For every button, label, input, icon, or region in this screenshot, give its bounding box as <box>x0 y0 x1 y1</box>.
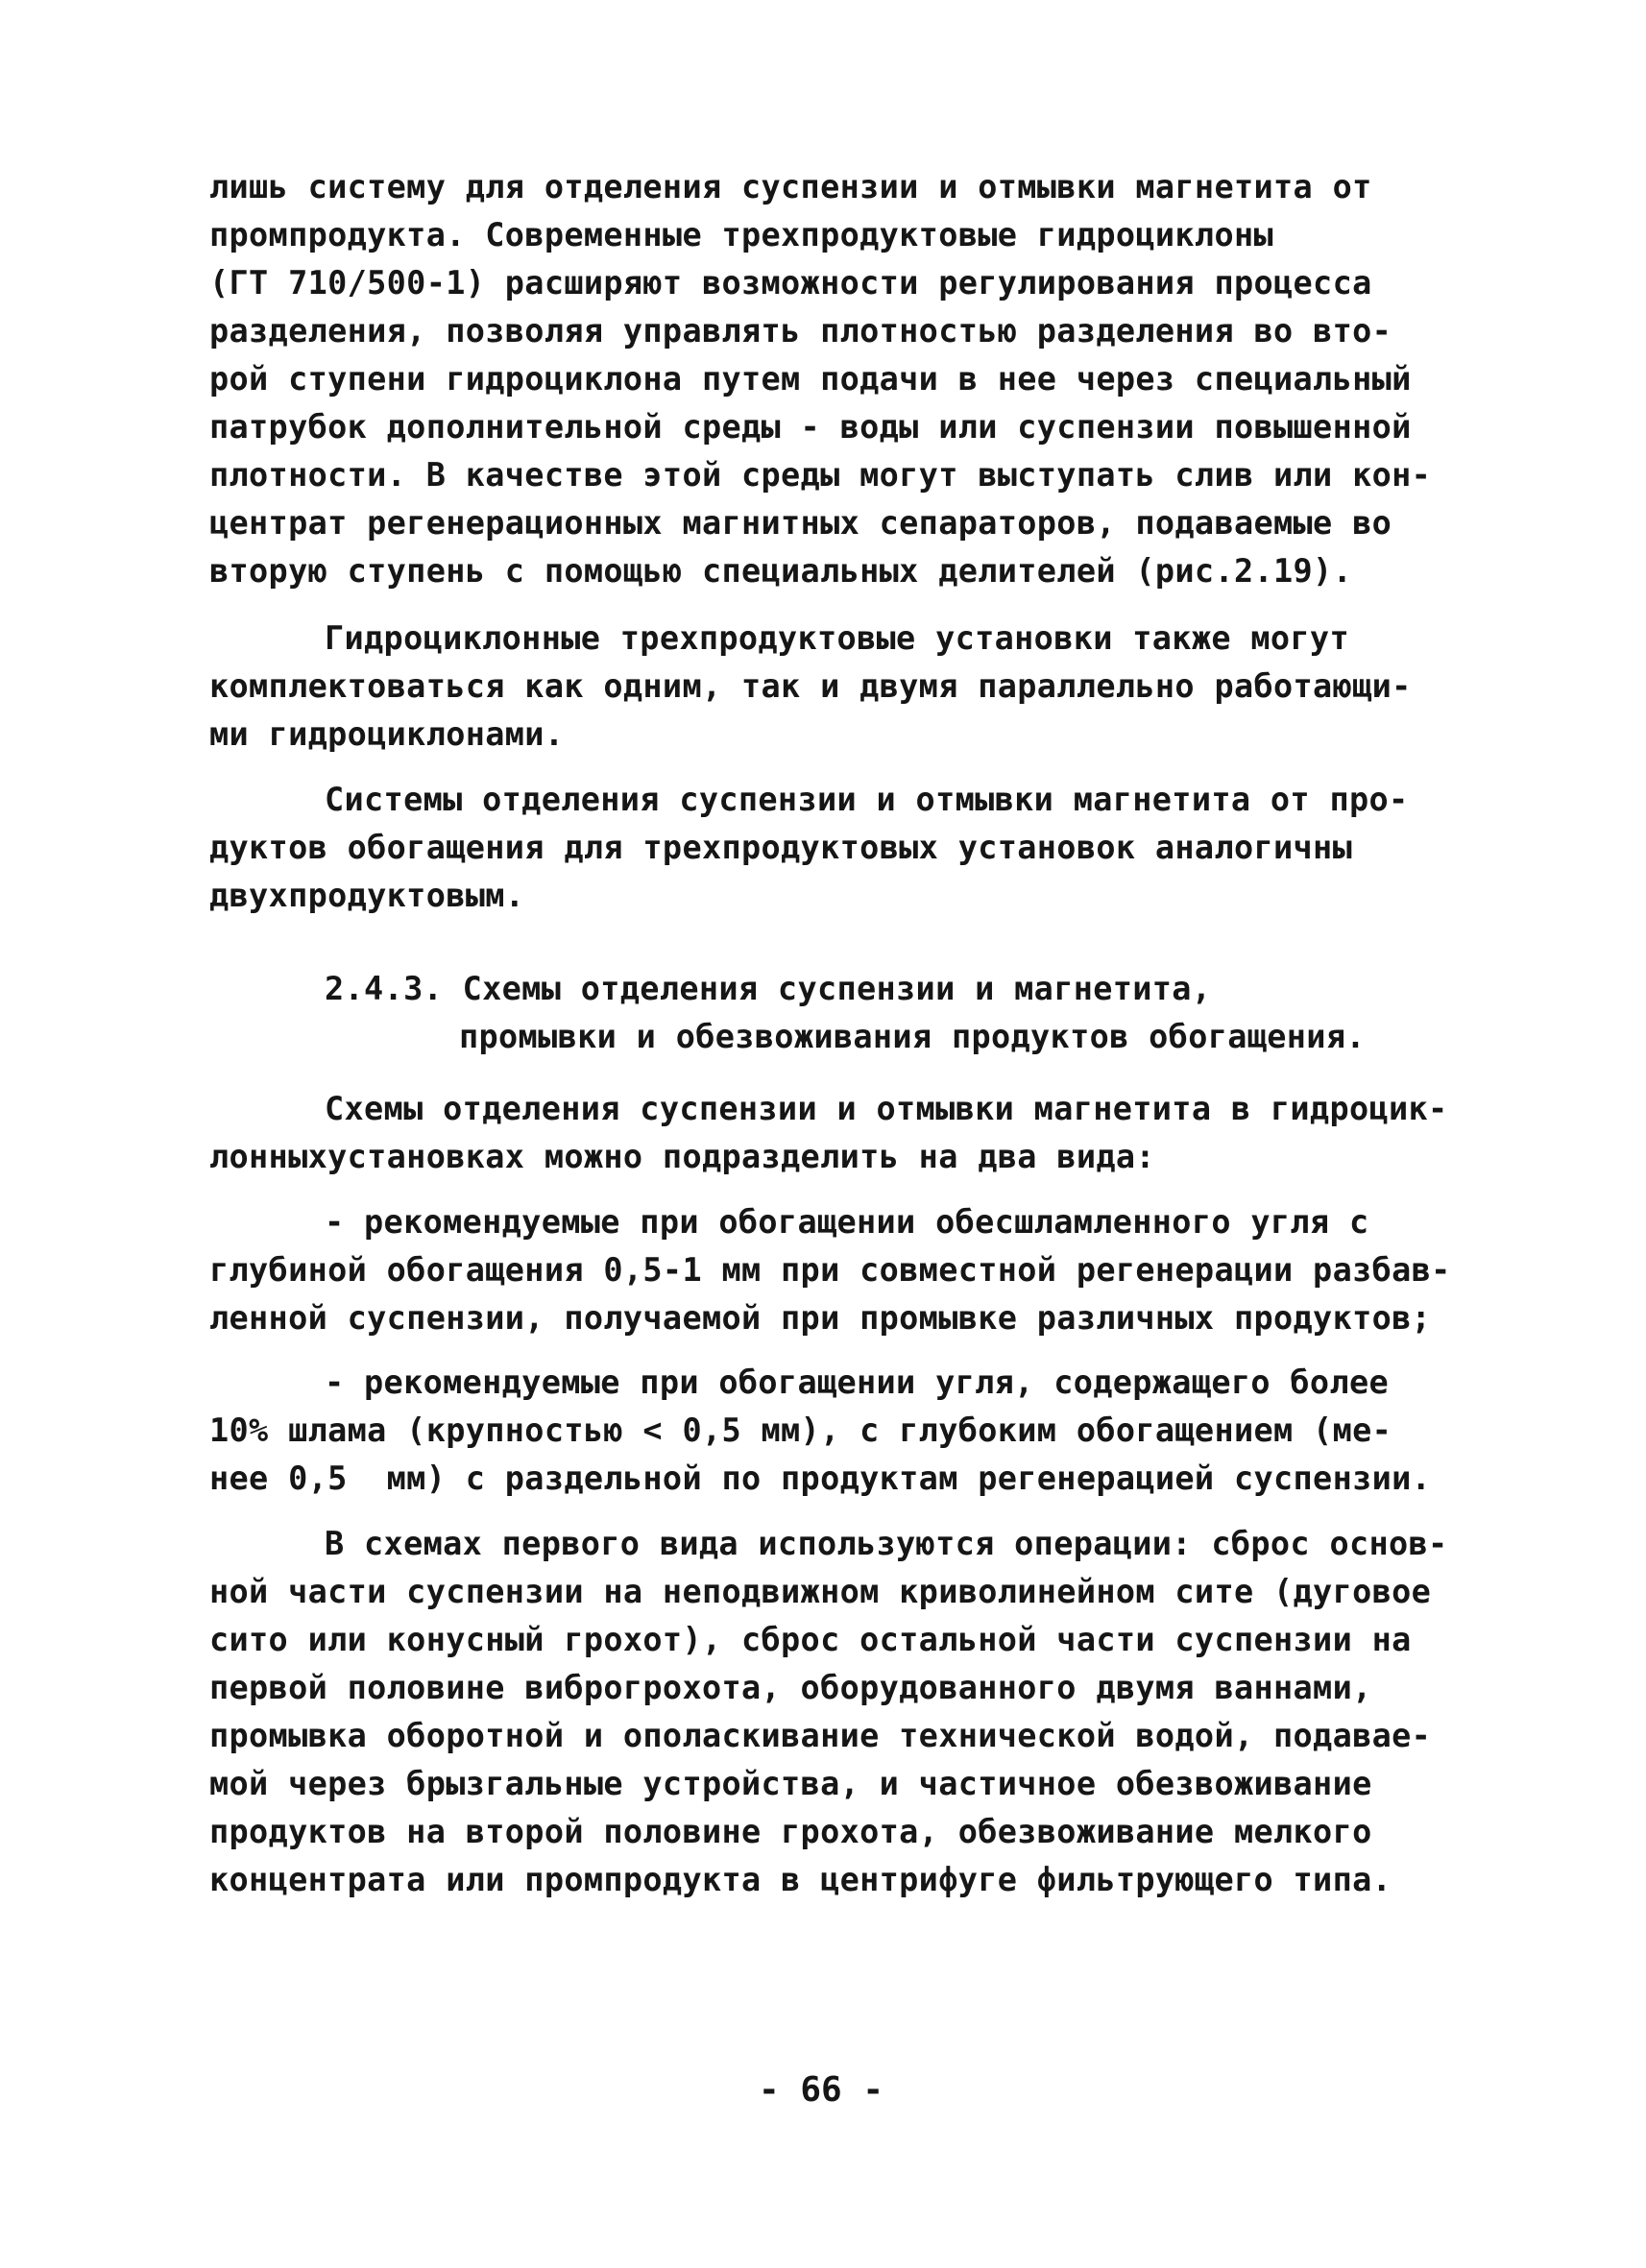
section-heading-line-2: промывки и обезвоживания продуктов обогащения. <box>459 1018 1366 1055</box>
text-line: первой половине виброгрохота, оборудованного двумя ваннами, <box>209 1669 1372 1706</box>
text-line: центрат регенерационных магнитных сепараторов, подаваемые во <box>209 504 1392 542</box>
text-line: дуктов обогащения для трехпродуктовых установок аналогичны <box>209 829 1353 866</box>
text-line: Гидроциклонные трехпродуктовые установки также могут <box>325 619 1349 657</box>
text-line: В схемах первого вида используются операции: сброс основ- <box>325 1525 1448 1562</box>
text-line: (ГТ 710/500-1) расширяют возможности регулирования процесса <box>209 264 1372 302</box>
text-line: плотности. В качестве этой среды могут выступать слив или кон- <box>209 456 1432 494</box>
text-line: - рекомендуемые при обогащении обесшламленного угля с <box>325 1203 1369 1241</box>
text-line: промывка оборотной и ополаскивание технической водой, подавае- <box>209 1717 1432 1754</box>
text-line: ленной суспензии, получаемой при промывке различных продуктов; <box>209 1299 1432 1337</box>
text-line: комплектоваться как одним, так и двумя параллельно работающи- <box>209 667 1412 705</box>
text-line: глубиной обогащения 0,5-1 мм при совместной регенерации разбав- <box>209 1251 1451 1289</box>
text-line: 10% шлама (крупностью < 0,5 мм), с глубоким обогащением (ме- <box>209 1411 1392 1449</box>
text-line: Системы отделения суспензии и отмывки магнетита от про- <box>325 781 1409 818</box>
page-number: - 66 - <box>759 2070 884 2110</box>
text-line: сито или конусный грохот), сброс остальной части суспензии на <box>209 1621 1412 1658</box>
text-line: продуктов на второй половине грохота, обезвоживание мелкого <box>209 1813 1372 1850</box>
text-line: двухпродуктовым. <box>209 877 525 914</box>
text-line: ной части суспензии на неподвижном криволинейном сите (дуговое <box>209 1573 1432 1610</box>
text-line: нее 0,5 мм) с раздельной по продуктам регенерацией суспензии. <box>209 1460 1432 1497</box>
text-line: промпродукта. Современные трехпродуктовые гидроциклоны <box>209 216 1274 253</box>
text-line: лишь систему для отделения суспензии и отмывки магнетита от <box>209 168 1372 205</box>
text-line: лонныхустановках можно подразделить на два вида: <box>209 1138 1155 1175</box>
text-line: ми гидроциклонами. <box>209 715 565 753</box>
text-line: концентрата или промпродукта в центрифуге фильтрующего типа. <box>209 1861 1392 1898</box>
section-heading-line-1: 2.4.3. Схемы отделения суспензии и магнетита, <box>325 970 1212 1007</box>
text-line: - рекомендуемые при обогащении угля, содержащего более <box>325 1363 1390 1401</box>
text-line: вторую ступень с помощью специальных делителей (рис.2.19). <box>209 552 1353 590</box>
text-line: патрубок дополнительной среды - воды или суспензии повышенной <box>209 408 1412 446</box>
text-line: разделения, позволяя управлять плотностью разделения во вто- <box>209 312 1392 350</box>
text-line: Схемы отделения суспензии и отмывки магнетита в гидроцик- <box>325 1090 1448 1127</box>
text-line: мой через брызгальные устройства, и частичное обезвоживание <box>209 1765 1372 1802</box>
text-line: рой ступени гидроциклона путем подачи в нее через специальный <box>209 360 1412 398</box>
